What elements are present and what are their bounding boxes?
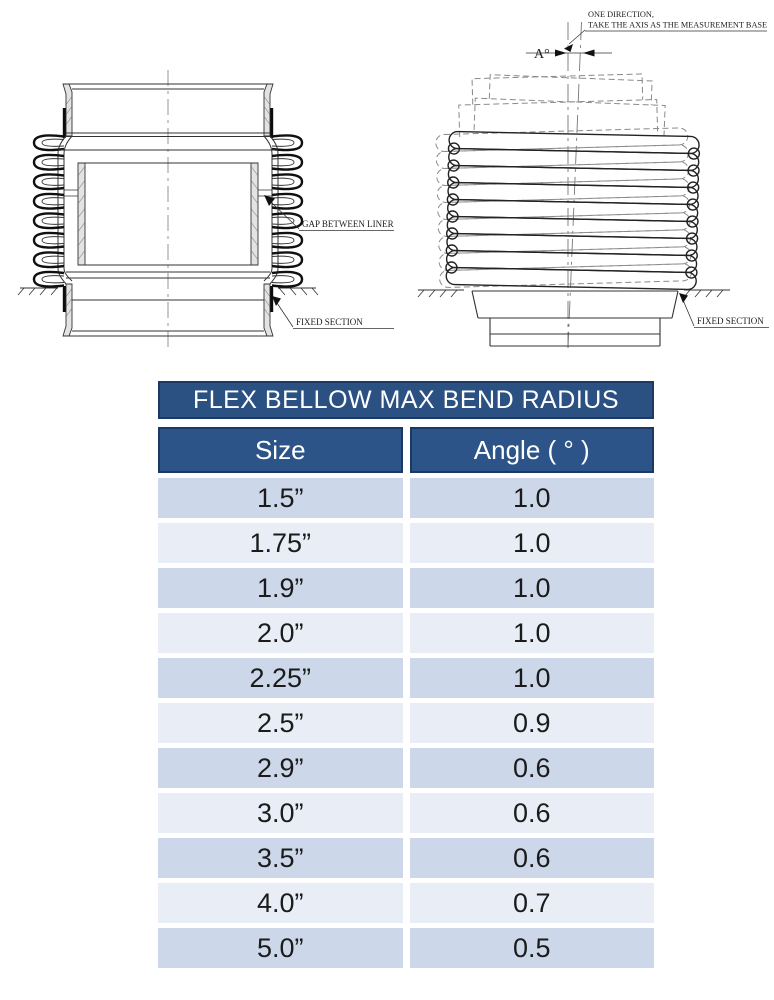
size-cell: 3.5” [158, 838, 403, 878]
size-cell: 1.9” [158, 568, 403, 608]
angle-cell: 1.0 [410, 613, 655, 653]
table-row [158, 478, 654, 518]
direction-note-line1: ONE DIRECTION, [588, 10, 654, 19]
angle-cell: 0.5 [410, 928, 655, 968]
direction-note-line2: TAKE THE AXIS AS THE MEASUREMENT BASE [588, 20, 768, 30]
size-cell: 3.0” [158, 793, 403, 833]
size-cell: 5.0” [158, 928, 403, 968]
fixed-section-callout-left [272, 296, 394, 329]
angle-cell: 1.0 [410, 523, 655, 563]
leader-arrow [272, 296, 281, 306]
leader-arrow [564, 44, 573, 52]
size-cell: 1.5” [158, 478, 403, 518]
bellows-straight-drawing [8, 62, 394, 354]
angle-cell: 0.6 [410, 748, 655, 788]
angle-cell: 0.6 [410, 793, 655, 833]
dimension-arrow [555, 50, 567, 57]
bellows-bent-drawing [398, 4, 770, 352]
fixed-section-label-right: FIXED SECTION [697, 316, 764, 326]
table-row [158, 613, 654, 653]
angle-cell: 1.0 [410, 568, 655, 608]
table-row [158, 523, 654, 563]
size-cell: 2.0” [158, 613, 403, 653]
table-row [158, 703, 654, 743]
table-row [158, 838, 654, 878]
size-cell: 4.0” [158, 883, 403, 923]
table-header-row [158, 427, 654, 473]
column-header-angle: Angle ( ° ) [410, 427, 655, 473]
table-row [158, 883, 654, 923]
table-row [158, 748, 654, 788]
bellows-convolutions [446, 131, 700, 289]
direction-note-callout [564, 10, 767, 52]
gap-between-liner-label: GAP BETWEEN LINER [302, 219, 394, 229]
table-row [158, 658, 654, 698]
size-cell: 2.25” [158, 658, 403, 698]
angle-label: A° [534, 47, 550, 62]
angle-cell: 0.9 [410, 703, 655, 743]
table-row [158, 568, 654, 608]
size-cell: 2.5” [158, 703, 403, 743]
column-header-size: Size [158, 427, 403, 473]
table-row [158, 928, 654, 968]
angle-cell: 0.6 [410, 838, 655, 878]
size-cell: 1.75” [158, 523, 403, 563]
fixed-section-callout-right [679, 293, 769, 328]
dimension-arrow [583, 50, 595, 57]
angle-cell: 1.0 [410, 658, 655, 698]
table-title: FLEX BELLOW MAX BEND RADIUS [158, 381, 654, 419]
angle-cell: 1.0 [410, 478, 655, 518]
table-row [158, 793, 654, 833]
size-cell: 2.9” [158, 748, 403, 788]
angle-cell: 0.7 [410, 883, 655, 923]
ghost-pipe-tilted [474, 74, 666, 137]
fixed-section-label-left: FIXED SECTION [296, 317, 363, 327]
spec-table [158, 381, 654, 968]
